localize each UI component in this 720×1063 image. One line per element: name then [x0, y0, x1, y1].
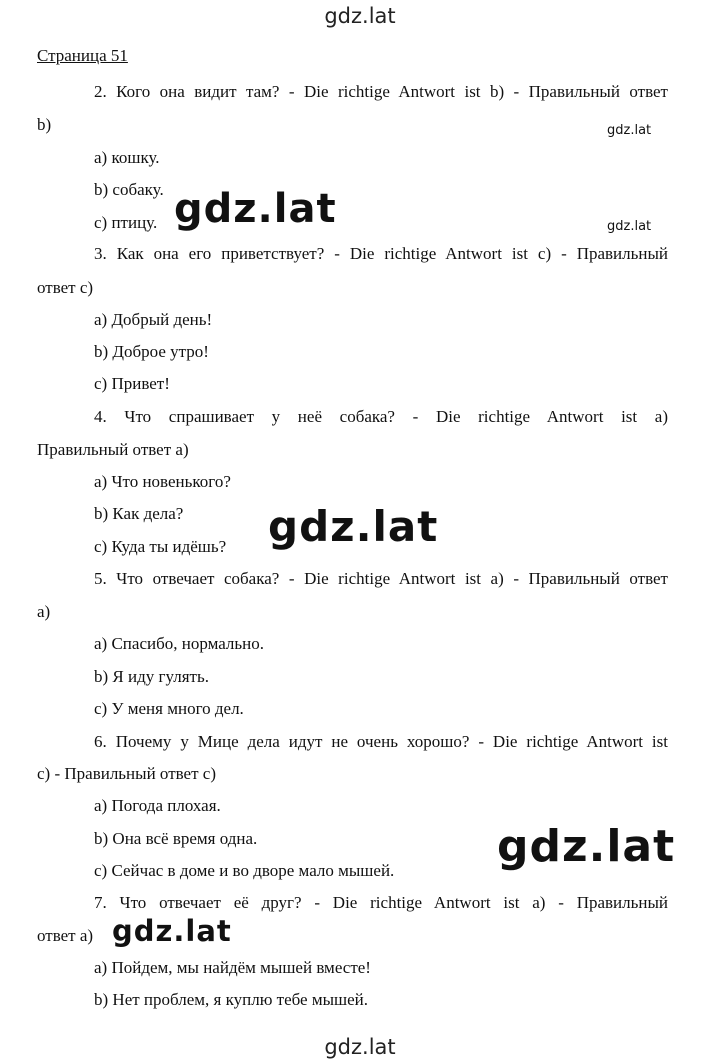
answer-option: c) Привет! — [94, 374, 170, 393]
watermark-medium: gdz.lat — [112, 914, 232, 948]
question-continuation: b) — [37, 115, 52, 134]
answer-option: a) Пойдем, мы найдём мышей вместе! — [94, 958, 371, 977]
watermark-large: gdz.lat — [497, 821, 676, 872]
question-line: 7. Что отвечает её друг? - Die richtige Antwort ist a) - Правильный — [94, 893, 668, 912]
answer-option: b) Нет проблем, я куплю тебе мышей. — [94, 990, 369, 1009]
answer-option: a) Добрый день! — [94, 310, 213, 329]
answer-option: a) Что новенького? — [94, 472, 231, 491]
answer-option: a) Спасибо, нормально. — [94, 634, 264, 653]
question-continuation: c) - Правильный ответ c) — [37, 764, 216, 783]
watermark-large: gdz.lat — [174, 186, 337, 232]
question-continuation: Правильный ответ a) — [37, 440, 189, 459]
page-title: Страница 51 — [37, 46, 128, 65]
answer-option: c) птицу. — [94, 213, 158, 232]
answer-option: c) Сейчас в доме и во дворе мало мышей. — [94, 861, 395, 880]
answer-option: b) Как дела? — [94, 504, 184, 523]
question-continuation: a) — [37, 602, 51, 621]
question-line: 2. Кого она видит там? - Die richtige Antwort ist b) - Правильный ответ — [94, 82, 668, 101]
watermark-top: gdz.lat — [324, 4, 396, 28]
question-line: 5. Что отвечает собака? - Die richtige Antwort ist a) - Правильный ответ — [94, 569, 668, 588]
answer-option: c) Куда ты идёшь? — [94, 537, 227, 556]
answer-option: b) Доброе утро! — [94, 342, 209, 361]
answer-option: b) Я иду гулять. — [94, 667, 209, 686]
answer-option: a) Погода плохая. — [94, 796, 221, 815]
question-continuation: ответ c) — [37, 278, 94, 297]
watermark-small: gdz.lat — [607, 123, 652, 138]
question-continuation: ответ a) — [37, 926, 94, 945]
answer-option: a) кошку. — [94, 148, 160, 167]
watermark-large: gdz.lat — [268, 502, 439, 551]
answer-option: b) Она всё время одна. — [94, 829, 258, 848]
question-line: 4. Что спрашивает у неё собака? - Die richtige Antwort ist a) — [94, 407, 668, 426]
answer-option: b) собаку. — [94, 180, 164, 199]
question-line: 6. Почему у Мице дела идут не очень хорошо? - Die richtige Antwort ist — [94, 732, 668, 751]
watermark-bottom: gdz.lat — [324, 1035, 396, 1059]
question-line: 3. Как она его приветствует? - Die richtige Antwort ist c) - Правильный — [94, 244, 668, 263]
watermark-small: gdz.lat — [607, 219, 652, 234]
answer-option: c) У меня много дел. — [94, 699, 244, 718]
